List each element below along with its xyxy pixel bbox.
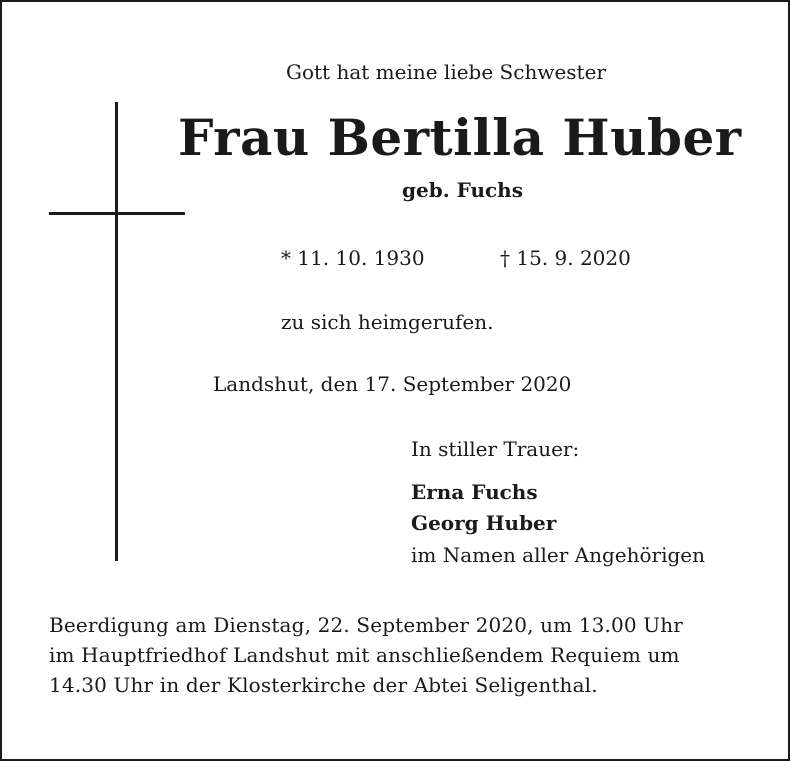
funeral-details [49, 610, 749, 700]
called-home-text: zu sich heimgerufen. [281, 310, 494, 334]
relatives-text: im Namen aller Angehörigen [411, 543, 706, 567]
cross-vertical-bar [115, 102, 118, 561]
mourner-name: Erna Fuchs [411, 480, 538, 504]
mourning-intro: In stiller Trauer: [411, 437, 580, 461]
cross-horizontal-bar [49, 212, 185, 215]
mourner-name: Georg Huber [411, 511, 557, 535]
intro-text: Gott hat meine liebe Schwester [286, 60, 606, 84]
funeral-line: Beerdigung am Dienstag, 22. September 2020, um 13.00 Uhr [49, 613, 684, 637]
place-and-date: Landshut, den 17. September 2020 [213, 372, 572, 396]
death-date: † 15. 9. 2020 [500, 246, 631, 270]
birth-date: * 11. 10. 1930 [281, 246, 425, 270]
maiden-name: geb. Fuchs [402, 178, 523, 202]
funeral-line: im Hauptfriedhof Landshut mit anschließendem Requiem um [49, 643, 680, 667]
funeral-line: 14.30 Uhr in der Klosterkirche der Abtei Seligenthal. [49, 673, 598, 697]
deceased-name: Frau Bertilla Huber [178, 108, 742, 167]
